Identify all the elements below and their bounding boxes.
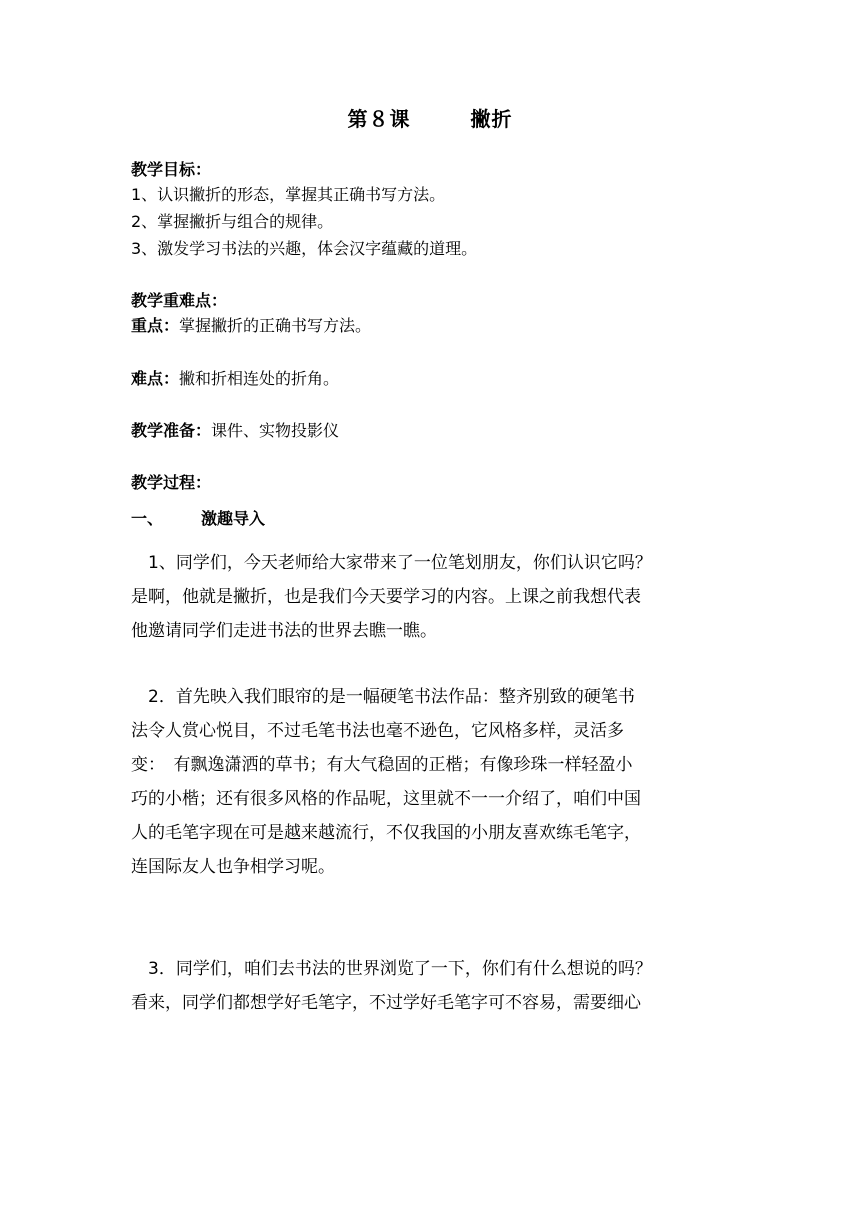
objectives-heading: 教学目标： — [131, 160, 212, 179]
focus-text: 掌握撇折的正确书写方法。 — [179, 316, 372, 335]
paragraph-line: 看来，同学们都想学好毛笔字，不过学好毛笔字可不容易，需要细心 — [131, 993, 641, 1013]
section-number: 一、 — [131, 509, 164, 528]
difficulty-text: 撇和折相连处的折角。 — [179, 369, 340, 388]
preparation-text: 课件、实物投影仪 — [211, 421, 340, 440]
preparation-label: 教学准备： — [131, 421, 212, 440]
process-heading: 教学过程： — [131, 473, 212, 492]
section-heading — [131, 508, 265, 530]
paragraph-3 — [131, 952, 731, 1020]
lesson-number: 第８课 — [347, 107, 411, 131]
focus-label: 重点： — [131, 316, 180, 335]
objective-item: 2、掌握撇折与组合的规律。 — [131, 212, 334, 231]
paragraph-line: 法令人赏心悦目，不过毛笔书法也毫不逊色，它风格多样，灵活多 — [131, 721, 624, 741]
difficulty-label: 难点： — [131, 369, 180, 388]
objective-item: 3、激发学习书法的兴趣，体会汉字蕴藏的道理。 — [131, 239, 478, 258]
lesson-name: 撇折 — [470, 107, 513, 131]
difficulty-line — [131, 368, 339, 390]
section-title: 激趣导入 — [201, 509, 266, 528]
lesson-title — [0, 103, 860, 132]
paragraph-2 — [131, 680, 731, 884]
paragraph-line: 人的毛笔字现在可是越来越流行，不仅我国的小朋友喜欢练毛笔字， — [131, 823, 641, 843]
paragraph-line: 巧的小楷；还有很多风格的作品呢，这里就不一一介绍了，咱们中国 — [131, 789, 641, 809]
key-points-heading: 教学重难点： — [131, 291, 228, 310]
focus-line — [131, 315, 371, 337]
paragraph-line: 变： 有飘逸潇洒的草书；有大气稳固的正楷；有像珍珠一样轻盈小 — [131, 755, 633, 775]
preparation-line — [131, 420, 339, 442]
paragraph-line: 2．首先映入我们眼帘的是一幅硬笔书法作品：整齐别致的硬笔书 — [148, 687, 635, 707]
paragraph-line: 是啊，他就是撇折，也是我们今天要学习的内容。上课之前我想代表 — [131, 587, 641, 607]
paragraph-line: 连国际友人也争相学习呢。 — [131, 857, 335, 877]
paragraph-line: 1、同学们，今天老师给大家带来了一位笔划朋友，你们认识它吗？ — [148, 553, 652, 573]
paragraph-line: 3．同学们，咱们去书法的世界浏览了一下，你们有什么想说的吗？ — [148, 959, 652, 979]
objective-item: 1、认识撇折的形态，掌握其正确书写方法。 — [131, 185, 446, 204]
paragraph-line: 他邀请同学们走进书法的世界去瞧一瞧。 — [131, 621, 437, 641]
paragraph-1 — [131, 546, 731, 648]
